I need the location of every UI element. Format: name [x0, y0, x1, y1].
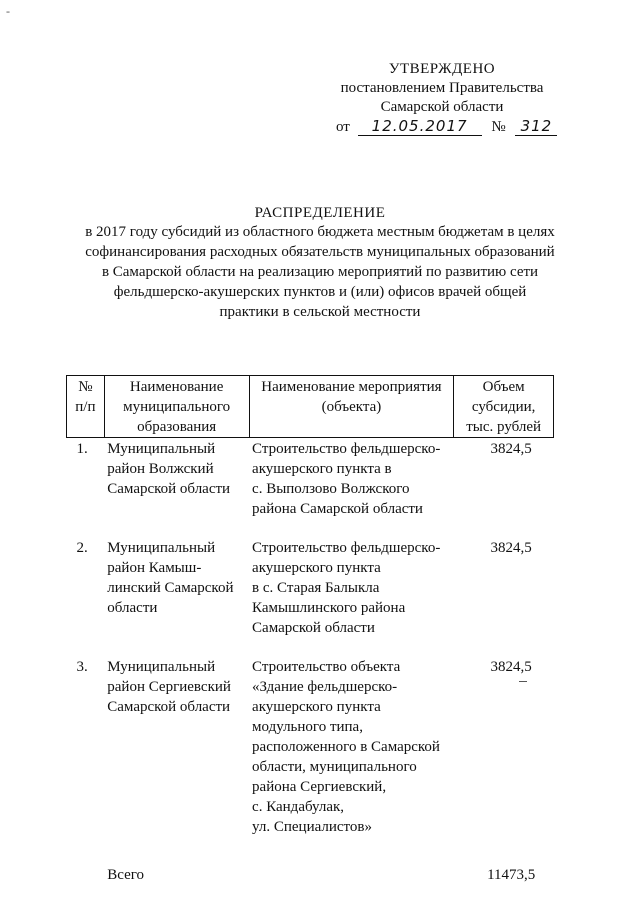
subtitle-line: в 2017 году субсидий из областного бюджета местным бюджетам в целях	[85, 224, 555, 240]
row-activity: Строительство фельдшерско- акушерского пункта в с. Выползово Волжского района Самарской области	[252, 441, 441, 517]
row-activity: Строительство фельдшерско- акушерского пункта в с. Старая Балыкла Камышлинского района Самарской области	[252, 540, 441, 636]
table-row	[67, 438, 554, 538]
subtitle-line: софинансирования расходных обязательств муниципальных образований	[85, 244, 555, 260]
row-amount: 3824,5	[490, 441, 532, 457]
subtitle-line: фельдшерско-акушерских пунктов и (или) офисов врачей общей	[113, 284, 527, 300]
row-number: 2.	[76, 540, 88, 556]
header-num: № п/п	[67, 376, 105, 438]
row-number: 3.	[76, 659, 88, 675]
approval-title: УТВЕРЖДЕНО	[388, 61, 496, 77]
approval-date-handwritten: 12.05.2017	[358, 117, 482, 136]
approval-date-number	[336, 116, 557, 138]
approval-resolution-line: постановлением Правительства	[340, 80, 544, 96]
header-amount: Объем субсидии, тыс. рублей	[454, 376, 554, 438]
total-amount: 11473,5	[487, 867, 536, 883]
header-municipality: Наименование муниципального образования	[104, 376, 249, 438]
row-municipality: Муниципальный район Сергиевский Самарской области	[107, 659, 231, 715]
table-total-row	[67, 855, 554, 885]
total-label: Всего	[107, 867, 145, 883]
document-title: РАСПРЕДЕЛЕНИЕ	[254, 205, 386, 221]
distribution-table	[66, 375, 554, 885]
subtitle-line: практики в сельской местности	[219, 304, 421, 320]
total-spacer	[249, 855, 454, 885]
table-row	[67, 656, 554, 855]
approval-number-label: №	[491, 119, 506, 135]
header-activity: Наименование мероприятия (объекта)	[249, 376, 454, 438]
document-subtitle	[70, 222, 570, 322]
row-activity: Строительство объекта «Здание фельдшерско- акушерского пункта модульного типа, расположенного в Самарской области, муниципального района Сергиевский, с. Кандабулак, ул. Специалистов»	[252, 659, 440, 835]
approval-from-label: от	[336, 119, 350, 135]
row-municipality: Муниципальный район Камыш- линский Самарской области	[107, 540, 234, 616]
row-amount: 3824,5	[490, 540, 532, 556]
approval-number-handwritten: 312	[515, 117, 557, 136]
page-corner-mark: -	[6, 4, 10, 18]
subtitle-line: в Самарской области на реализацию мероприятий по развитию сети	[101, 264, 539, 280]
stray-dash-mark	[519, 681, 527, 682]
row-amount: 3824,5	[490, 659, 532, 675]
row-number: 1.	[76, 441, 88, 457]
approval-region-line: Самарской области	[380, 99, 504, 115]
total-spacer	[67, 855, 105, 885]
table-header-row	[67, 376, 554, 438]
table-row	[67, 537, 554, 656]
approval-block	[328, 60, 556, 117]
row-municipality: Муниципальный район Волжский Самарской области	[107, 441, 231, 497]
